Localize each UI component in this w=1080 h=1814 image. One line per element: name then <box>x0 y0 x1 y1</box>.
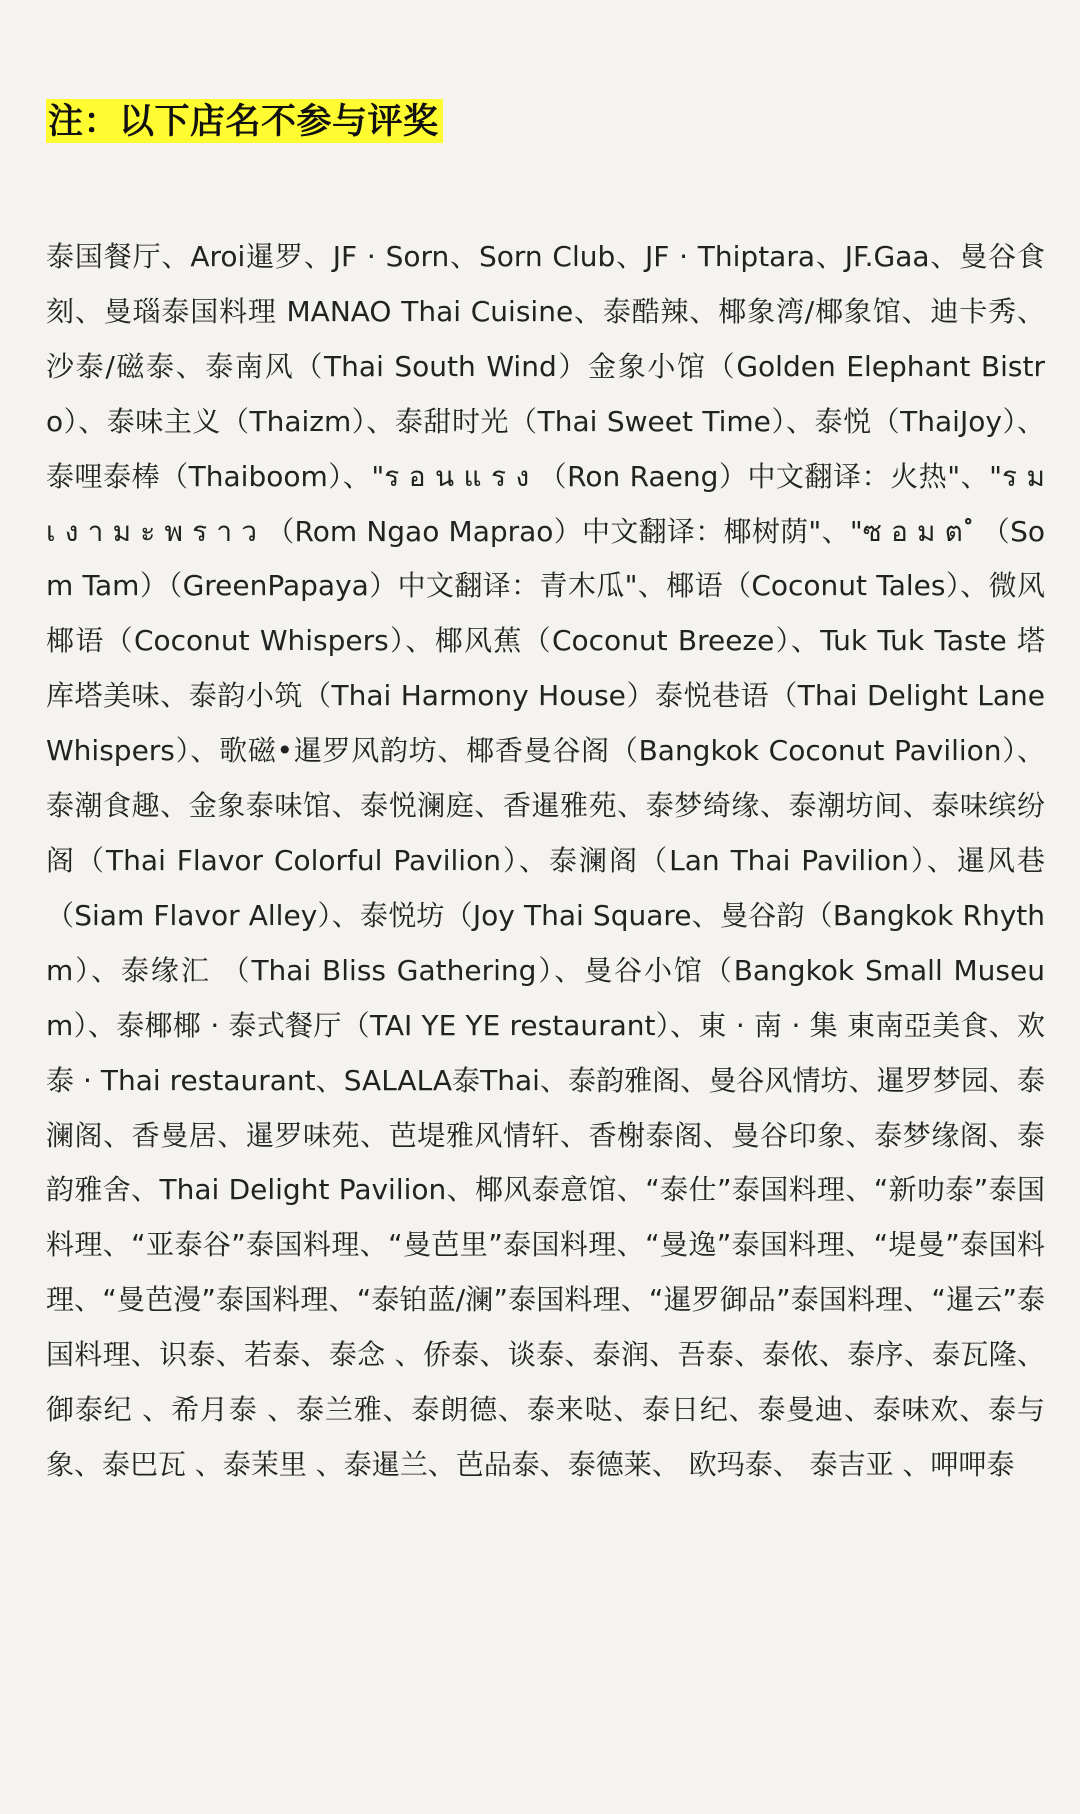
note-heading-highlighted: 注：以下店名不参与评奖 <box>46 99 443 143</box>
excluded-restaurant-name-list: 泰国餐厅、Aroi暹罗、JF · Sorn、Sorn Club、JF · Thiptara、JF.Gaa、曼谷食刻、曼瑙泰国料理 MANAO Thai Cuisine、泰酷辣、椰象湾/椰象馆、迪卡秀、沙泰/磁泰、泰南风（Thai South Wind）金象小馆（Golden Elephant Bistro）、泰味主义（Thaizm）、泰甜时光（Thai Sweet Time）、泰悦（ThaiJoy）、泰哩泰棒（Thaiboom）、"ร อ น แ ร ง （Ron Raeng）中文翻译：火热"、"ร ม เ ง า ม ะ พ ร า ว （Rom Ngao Maprao）中文翻译：椰树荫"、"ซ อ ม ต ํ （Som Tam）（GreenPapaya）中文翻译：青木瓜"、椰语（Coconut Tales）、微风椰语（Coconut Whispers）、椰风蕉（Coconut Breeze）、Tuk Tuk Taste 塔库塔美味、泰韵小筑（Thai Harmony House）泰悦巷语（Thai Delight Lane Whispers）、歌磁•暹罗风韵坊、椰香曼谷阁（Bangkok Coconut Pavilion）、泰潮食趣、金象泰味馆、泰悦澜庭、香暹雅苑、泰梦绮缘、泰潮坊间、泰味缤纷阁（Thai Flavor Colorful Pavilion）、泰澜阁（Lan Thai Pavilion）、暹风巷（Siam Flavor Alley）、泰悦坊（Joy Thai Square、曼谷韵（Bangkok Rhythm）、泰缘汇 （Thai Bliss Gathering）、曼谷小馆（Bangkok Small Museum）、泰椰椰 · 泰式餐厅（TAI YE YE restaurant）、東 · 南 · 集 東南亞美食、欢泰 · Thai restaurant、SALALA泰Thai、泰韵雅阁、曼谷风情坊、暹罗梦园、泰澜阁、香曼居、暹罗味苑、芭堤雅风情轩、香榭泰阁、曼谷印象、泰梦缘阁、泰韵雅舍、Thai Delight Pavilion、椰风泰意馆、“泰仕”泰国料理、“新叻泰”泰国料理、“亚泰谷”泰国料理、“曼芭里”泰国料理、“曼逸”泰国料理、“堤曼”泰国料理、“曼芭漫”泰国料理、“泰铂蓝/澜”泰国料理、“暹罗御品”泰国料理、“暹云”泰国料理、识泰、若泰、泰念 、侨泰、谈泰、泰润、吾泰、泰侬、泰序、泰瓦隆、御泰纪 、希月泰 、泰兰雅、泰朗德、泰来哒、泰日纪、泰曼迪、泰味欢、泰与象、泰巴瓦 、泰茉里 、泰暹兰、芭品泰、泰德莱、 欧玛泰、 泰吉亚 、呷呷泰 <box>46 240 1045 1481</box>
